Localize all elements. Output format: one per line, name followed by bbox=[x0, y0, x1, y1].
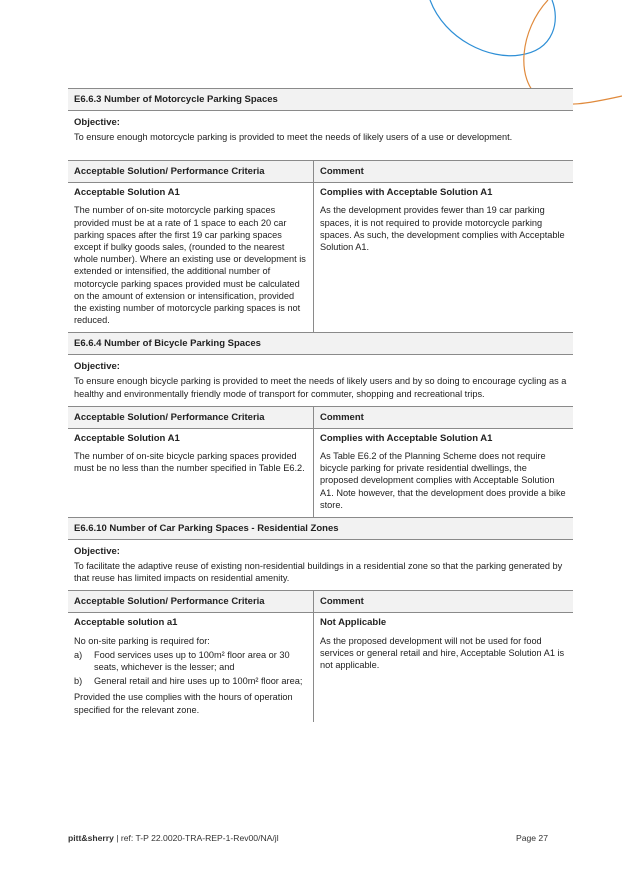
comment-title: Complies with Acceptable Solution A1 bbox=[320, 187, 493, 199]
page-number: Page 27 bbox=[515, 833, 548, 843]
section-heading: E6.6.3 Number of Motorcycle Parking Spaces bbox=[68, 88, 573, 111]
table-row bbox=[68, 428, 573, 517]
solution-intro: No on-site parking is required for: bbox=[74, 635, 210, 646]
objective-text: To ensure enough bicycle parking is provided to meet the needs of likely users and by so doing to encourage cycling as a healthy and environmentally friendly mode of transport for commuter, shopping and recreational trips. bbox=[74, 376, 567, 399]
objective-label: Objective: bbox=[74, 361, 120, 373]
objective-label: Objective: bbox=[74, 546, 120, 558]
list-marker: a) bbox=[74, 649, 83, 660]
list-item bbox=[74, 649, 307, 673]
criteria-cell bbox=[68, 428, 314, 517]
solution-text: The number of on-site bicycle parking spaces provided must be no less than the number specified in Table E6.2. bbox=[74, 451, 305, 474]
document-body bbox=[68, 88, 573, 722]
col-header-comment: Comment bbox=[314, 406, 574, 428]
comment-cell bbox=[314, 613, 574, 722]
comment-title: Not Applicable bbox=[320, 617, 387, 629]
criteria-table bbox=[68, 160, 573, 332]
objective-text: To facilitate the adaptive reuse of existing non-residential buildings in a residential zone so that the parking generated by that reuse has limited impacts on residential amenity. bbox=[74, 561, 563, 584]
section-heading: E6.6.10 Number of Car Parking Spaces - Residential Zones bbox=[68, 517, 573, 540]
solution-note: Provided the use complies with the hours of operation specified for the relevant zone. bbox=[74, 692, 293, 715]
footer-brand: pitt&sherry bbox=[68, 833, 114, 843]
list-text: Food services uses up to 100m² floor area or 30 seats, whichever is the lesser; and bbox=[94, 649, 290, 673]
col-header-criteria: Acceptable Solution/ Performance Criteria bbox=[68, 591, 314, 613]
col-header-comment: Comment bbox=[314, 591, 574, 613]
comment-text: As the proposed development will not be used for food services or general retail and hire, Acceptable Solution A1 is not applicable. bbox=[320, 635, 565, 671]
list-marker: b) bbox=[74, 676, 83, 687]
blue-curve bbox=[430, 0, 555, 56]
footer-ref: | ref: T-P 22.0020-TRA-REP-1-Rev00/NA/jl bbox=[113, 833, 279, 843]
comment-cell bbox=[314, 183, 574, 333]
col-header-criteria: Acceptable Solution/ Performance Criteria bbox=[68, 406, 314, 428]
objective-block bbox=[68, 355, 573, 399]
table-row bbox=[68, 183, 573, 333]
objective-block bbox=[68, 111, 573, 143]
objective-block bbox=[68, 540, 573, 584]
objective-text: To ensure enough motorcycle parking is provided to meet the needs of likely users of a use or development. bbox=[74, 132, 513, 142]
list-item bbox=[74, 675, 307, 687]
solution-title: Acceptable Solution A1 bbox=[74, 432, 180, 444]
section-heading: E6.6.4 Number of Bicycle Parking Spaces bbox=[68, 332, 573, 355]
criteria-cell bbox=[68, 183, 314, 333]
comment-text: As the development provides fewer than 19 car parking spaces, it is not required to provide motorcycle parking spaces. As such, the development complies with Acceptable Solution A1. bbox=[320, 205, 565, 253]
objective-label: Objective: bbox=[74, 117, 120, 128]
solution-title: Acceptable Solution A1 bbox=[74, 187, 180, 199]
solution-title: Acceptable solution a1 bbox=[74, 617, 178, 629]
page-footer bbox=[68, 833, 548, 843]
criteria-cell bbox=[68, 613, 314, 722]
comment-text: As Table E6.2 of the Planning Scheme does not require bicycle parking for private residential dwellings, the proposed development complies with Acceptable Solution A1. Note however, that the development does provide a bike store. bbox=[320, 451, 566, 510]
col-header-comment: Comment bbox=[314, 161, 574, 183]
comment-title: Complies with Acceptable Solution A1 bbox=[320, 432, 493, 444]
criteria-table bbox=[68, 590, 573, 721]
list-text: General retail and hire uses up to 100m² floor area; bbox=[94, 676, 303, 687]
col-header-criteria: Acceptable Solution/ Performance Criteria bbox=[68, 161, 314, 183]
table-row bbox=[68, 613, 573, 722]
solution-text: The number of on-site motorcycle parking spaces provided must be at a rate of 1 space to each 20 car parking spaces after the first 19 car parking spaces except if bulky goods sales, (rounded to the nearest whole number). Where an existing use or development is extended or intensified, the additional number of motorcycle parking spaces provided must be calculated on the amount of extension or intensification, provided the existing number of motorcycle parking spaces is not reduced. bbox=[74, 205, 306, 326]
criteria-table bbox=[68, 406, 573, 517]
comment-cell bbox=[314, 428, 574, 517]
